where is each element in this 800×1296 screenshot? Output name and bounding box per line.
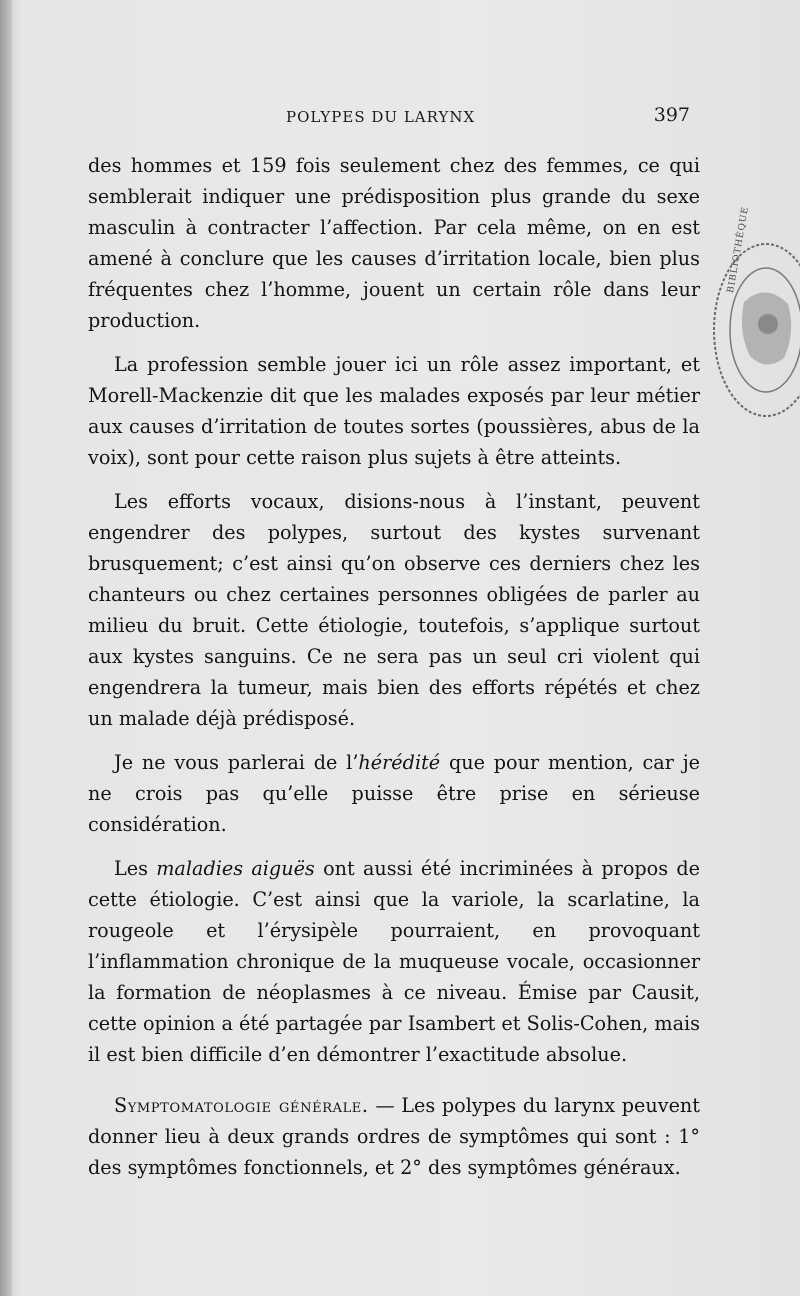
paragraph-5-start: Les bbox=[114, 857, 157, 880]
paragraph-4-end: que pour mention, car je ne crois pas qu’elle puisse être prise en sérieuse considération. bbox=[88, 751, 700, 836]
italic-term-maladies-aigues: maladies aiguës bbox=[156, 857, 315, 880]
paragraph-5-end: ont aussi été incriminées à propos de cette étiologie. C’est ainsi que la variole, la scarlatine, la rougeole et l’érysipèle pourraient, en provoquant l’inflammation chronique de la muqueuse vocale, occasionner la formation de néoplasmes à ce niveau. Émise par Causit, cette opinion a été partagée par Isambert et Solis-Cohen, mais il est bien difficile d’en démontrer l’exactitude absolue. bbox=[88, 857, 701, 1066]
running-head bbox=[88, 102, 690, 132]
italic-term-heredite: hérédité bbox=[358, 751, 441, 774]
section-heading: Symptomatologie générale. bbox=[114, 1094, 369, 1117]
paragraph-1: des hommes et 159 fois seulement chez des femmes, ce qui semblerait indiquer une prédisposition plus grande du sexe masculin à contracter l’affection. Par cela même, on en est amené à conclure que les causes d’irritation locale, bien plus fréquentes chez l’homme, jouent un certain rôle dans leur production. bbox=[88, 154, 700, 332]
library-stamp-icon bbox=[704, 232, 800, 428]
paragraph-3: Les efforts vocaux, disions-nous à l’instant, peuvent engendrer des polypes, surtout des kystes survenant brusquement; c’est ainsi qu’on observe ces derniers chez les chanteurs ou chez certaines personnes obligées de parler au milieu du bruit. Cette étiologie, toutefois, s’applique surtout aux kystes sanguins. Ce ne sera pas un seul cri violent qui engendrera la tumeur, mais bien des efforts répétés et chez un malade déjà prédisposé. bbox=[88, 490, 700, 730]
paragraph-4 bbox=[88, 747, 700, 840]
paragraph-6-end: — Les polypes du larynx peuvent donner lieu à deux grands ordres de symptômes qui sont : 1° des symptômes fonctionnels, et 2° des symptômes généraux. bbox=[88, 1094, 701, 1179]
paragraph-2: La profession semble jouer ici un rôle assez important, et Morell-Mackenzie dit que les malades exposés par leur métier aux causes d’irritation de toutes sortes (poussières, abus de la voix), sont pour cette raison plus sujets à être atteints. bbox=[88, 353, 700, 469]
page-number: 397 bbox=[653, 104, 690, 126]
running-title: POLYPES DU LARYNX bbox=[286, 108, 476, 126]
page-gutter-shadow bbox=[0, 0, 12, 1296]
paragraph-4-start: Je ne vous parlerai de l’ bbox=[114, 751, 359, 774]
body-text bbox=[88, 150, 700, 1196]
stamp-text: BIBLIOTHÈQUE bbox=[726, 205, 752, 294]
paragraph-5 bbox=[88, 853, 700, 1070]
paragraph-6 bbox=[88, 1090, 700, 1183]
